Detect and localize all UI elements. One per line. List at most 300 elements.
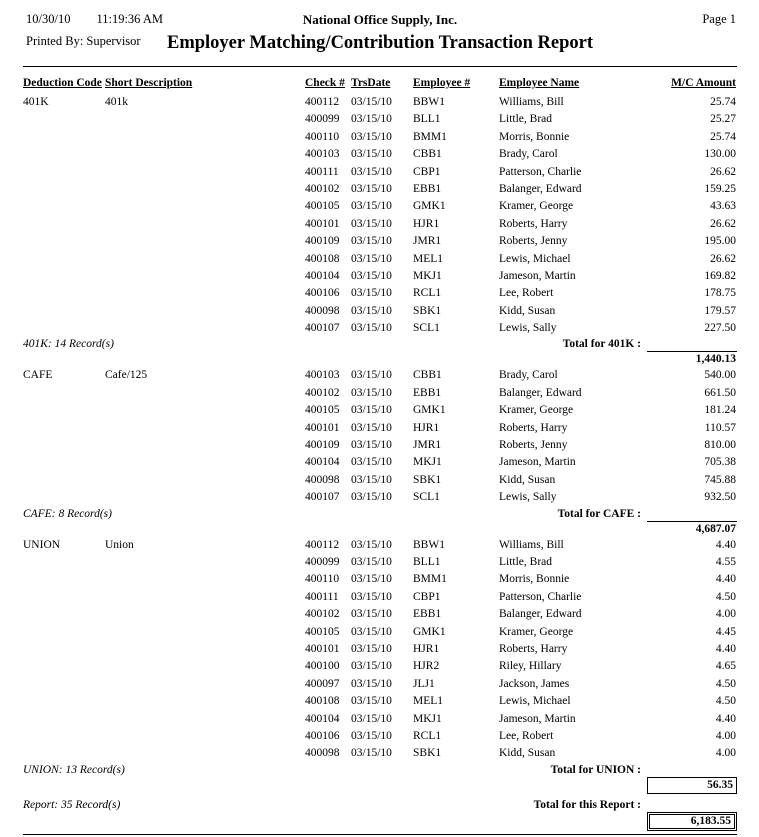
check-number-cell: 400108 — [305, 695, 340, 708]
mc-amount-cell: 25.74 — [710, 96, 736, 108]
check-number-cell: 400098 — [305, 304, 340, 317]
employee-name-cell: Lewis, Sally — [499, 491, 557, 504]
employee-name-cell: Roberts, Jenny — [499, 439, 568, 452]
check-number-cell: 400101 — [305, 217, 340, 230]
deduction-code-cell — [23, 216, 105, 233]
deduction-code-cell — [23, 303, 105, 320]
deduction-code-cell — [23, 728, 105, 745]
group-record-count: CAFE: 8 Record(s) — [23, 507, 112, 520]
table-row — [23, 251, 737, 268]
group-total-label: Total for UNION : — [550, 763, 641, 776]
mc-amount-cell: 178.75 — [704, 287, 736, 300]
check-number-cell: 400103 — [305, 148, 340, 161]
employee-number-cell: SBK1 — [413, 747, 442, 760]
mc-amount-cell: 179.57 — [704, 304, 736, 317]
short-description-cell: Union — [105, 538, 134, 551]
trs-date-cell: 03/15/10 — [351, 304, 392, 317]
trs-date-cell: 03/15/10 — [351, 538, 392, 551]
check-number-cell: 400109 — [305, 235, 340, 248]
deduction-code-cell — [23, 606, 105, 623]
employee-number-cell: BMM1 — [413, 573, 447, 586]
employee-number-cell: BLL1 — [413, 113, 441, 126]
check-number-cell: 400111 — [305, 590, 339, 603]
employee-name-cell: Balanger, Edward — [499, 386, 582, 399]
trs-date-cell: 03/15/10 — [351, 421, 392, 434]
trs-date-cell: 03/15/10 — [351, 555, 392, 568]
trs-date-cell: 03/15/10 — [351, 148, 392, 161]
table-row — [23, 385, 737, 402]
table-row — [23, 589, 737, 606]
short-description-cell — [105, 402, 305, 419]
table-row — [23, 745, 737, 762]
check-number-cell: 400099 — [305, 555, 340, 568]
deduction-code-cell — [23, 233, 105, 250]
mc-amount-cell: 4.00 — [715, 747, 736, 760]
trs-date-cell: 03/15/10 — [351, 113, 392, 126]
employee-number-cell: HJR2 — [413, 660, 440, 673]
mc-amount-cell: 661.50 — [704, 386, 736, 399]
deduction-code-cell — [23, 402, 105, 419]
short-description-cell — [105, 676, 305, 693]
check-number-cell: 400104 — [305, 712, 340, 725]
deduction-code-cell: UNION — [23, 538, 61, 551]
employee-name-cell: Kidd, Susan — [499, 473, 556, 486]
employee-number-cell: CBP1 — [413, 165, 441, 178]
table-row — [23, 489, 737, 506]
short-description-cell — [105, 624, 305, 641]
deduction-code-cell — [23, 164, 105, 181]
deduction-code-cell — [23, 489, 105, 506]
deduction-code-cell — [23, 146, 105, 163]
report-total-label: Total for this Report : — [533, 798, 641, 811]
short-description-cell — [105, 606, 305, 623]
employee-number-cell: JLJ1 — [413, 677, 435, 690]
check-number-cell: 400105 — [305, 200, 340, 213]
short-description-cell — [105, 554, 305, 571]
deduction-code-cell — [23, 571, 105, 588]
mc-amount-cell: 25.74 — [710, 130, 736, 143]
deduction-code-cell: 401K — [23, 96, 49, 108]
deduction-code-cell — [23, 472, 105, 489]
employee-name-cell: Patterson, Charlie — [499, 590, 582, 603]
check-number-cell: 400104 — [305, 269, 340, 282]
table-row — [23, 268, 737, 285]
deduction-code-cell — [23, 554, 105, 571]
column-header-label: Check # — [305, 77, 345, 89]
header-rule — [23, 66, 737, 67]
trs-date-cell: 03/15/10 — [351, 235, 392, 248]
mc-amount-cell: 4.50 — [715, 677, 736, 690]
column-header-label: Deduction Code — [23, 77, 102, 89]
mc-amount-cell: 227.50 — [704, 322, 736, 335]
mc-amount-cell: 26.62 — [710, 252, 736, 265]
employee-number-cell: MEL1 — [413, 695, 444, 708]
group-summary-row — [23, 763, 737, 794]
header-left — [26, 12, 163, 49]
employee-name-cell: Kramer, George — [499, 200, 574, 213]
table-row — [23, 94, 737, 111]
employee-name-cell: Brady, Carol — [499, 148, 558, 161]
deduction-code-cell — [23, 454, 105, 471]
short-description-cell — [105, 420, 305, 437]
mc-amount-cell: 26.62 — [710, 165, 736, 178]
deduction-code-cell — [23, 589, 105, 606]
trs-date-cell: 03/15/10 — [351, 456, 392, 469]
check-number-cell: 400110 — [305, 573, 340, 586]
deduction-code-cell — [23, 641, 105, 658]
short-description-cell — [105, 728, 305, 745]
table-row — [23, 554, 737, 571]
check-number-cell: 400101 — [305, 421, 340, 434]
mc-amount-cell: 4.55 — [715, 555, 736, 568]
employee-name-cell: Lee, Robert — [499, 287, 554, 300]
employee-name-cell: Jameson, Martin — [499, 269, 576, 282]
trs-date-cell: 03/15/10 — [351, 217, 392, 230]
trs-date-cell: 03/15/10 — [351, 130, 392, 143]
trs-date-cell: 03/15/10 — [351, 473, 392, 486]
employee-number-cell: SBK1 — [413, 473, 442, 486]
mc-amount-cell: 540.00 — [704, 369, 736, 382]
employee-number-cell: HJR1 — [413, 642, 440, 655]
employee-number-cell: RCL1 — [413, 729, 442, 742]
short-description-cell — [105, 472, 305, 489]
employee-name-cell: Little, Brad — [499, 555, 553, 568]
group-summary-row — [23, 507, 737, 536]
trs-date-cell: 03/15/10 — [351, 712, 392, 725]
employee-name-cell: Kidd, Susan — [499, 747, 556, 760]
trs-date-cell: 03/15/10 — [351, 287, 392, 300]
table-row — [23, 676, 737, 693]
print-time: 11:19:36 AM — [96, 12, 164, 26]
employee-name-cell: Lee, Robert — [499, 729, 554, 742]
table-row — [23, 571, 737, 588]
employee-number-cell: CBB1 — [413, 148, 442, 161]
employee-name-cell: Lewis, Michael — [499, 252, 571, 265]
deduction-code-cell — [23, 711, 105, 728]
mc-amount-cell: 810.00 — [704, 439, 736, 452]
employee-name-cell: Jackson, James — [499, 677, 570, 690]
employee-name-cell: Little, Brad — [499, 113, 553, 126]
trs-date-cell: 03/15/10 — [351, 491, 392, 504]
trs-date-cell: 03/15/10 — [351, 573, 392, 586]
trs-date-cell: 03/15/10 — [351, 590, 392, 603]
deduction-code-cell — [23, 437, 105, 454]
employee-name-cell: Roberts, Harry — [499, 217, 568, 230]
bottom-rule — [23, 834, 737, 835]
trs-date-cell: 03/15/10 — [351, 695, 392, 708]
header-center — [167, 12, 593, 54]
group-total-label: Total for 401K : — [562, 338, 641, 351]
group-summary-row — [23, 337, 737, 366]
table-row — [23, 728, 737, 745]
report-title: Employer Matching/Contribution Transaction Report — [166, 33, 594, 53]
table-row — [23, 641, 737, 658]
short-description-cell — [105, 658, 305, 675]
trs-date-cell: 03/15/10 — [351, 252, 392, 265]
mc-amount-cell: 4.40 — [715, 642, 736, 655]
deduction-code-cell — [23, 420, 105, 437]
trs-date-cell: 03/15/10 — [351, 269, 392, 282]
trs-date-cell: 03/15/10 — [351, 386, 392, 399]
deduction-code-cell — [23, 385, 105, 402]
employee-number-cell: GMK1 — [413, 200, 446, 213]
trs-date-cell: 03/15/10 — [351, 182, 392, 195]
employee-number-cell: JMR1 — [413, 439, 442, 452]
employee-name-cell: Jameson, Martin — [499, 456, 576, 469]
table-row — [23, 164, 737, 181]
trs-date-cell: 03/15/10 — [351, 200, 392, 213]
mc-amount-cell: 26.62 — [710, 217, 736, 230]
table-row — [23, 454, 737, 471]
employee-number-cell: MKJ1 — [413, 712, 442, 725]
mc-amount-cell: 4.40 — [715, 573, 736, 586]
employee-number-cell: SCL1 — [413, 322, 440, 335]
column-header-check-number — [305, 76, 351, 91]
table-row — [23, 711, 737, 728]
company-name: National Office Supply, Inc. — [302, 12, 458, 27]
employee-number-cell: HJR1 — [413, 217, 440, 230]
trs-date-cell: 03/15/10 — [351, 660, 392, 673]
employee-number-cell: RCL1 — [413, 287, 442, 300]
employee-name-cell: Patterson, Charlie — [499, 165, 582, 178]
employee-number-cell: GMK1 — [413, 625, 446, 638]
short-description-cell — [105, 198, 305, 215]
mc-amount-cell: 195.00 — [704, 235, 736, 248]
table-row — [23, 233, 737, 250]
employee-name-cell: Balanger, Edward — [499, 182, 582, 195]
mc-amount-cell: 43.63 — [710, 200, 736, 213]
table-row — [23, 402, 737, 419]
short-description-cell — [105, 385, 305, 402]
deduction-code-cell — [23, 268, 105, 285]
short-description-cell — [105, 251, 305, 268]
group-total-amount: 1,440.13 — [647, 351, 737, 366]
trs-date-cell: 03/15/10 — [351, 404, 392, 417]
short-description-cell — [105, 268, 305, 285]
page-number: Page 1 — [702, 12, 736, 26]
check-number-cell: 400102 — [305, 608, 340, 621]
column-header-employee-name — [499, 76, 647, 91]
check-number-cell: 400105 — [305, 625, 340, 638]
trs-date-cell: 03/15/10 — [351, 625, 392, 638]
short-description-cell — [105, 589, 305, 606]
check-number-cell: 400107 — [305, 322, 340, 335]
check-number-cell: 400106 — [305, 287, 340, 300]
employee-name-cell: Balanger, Edward — [499, 608, 582, 621]
deduction-code-cell — [23, 285, 105, 302]
table-row — [23, 472, 737, 489]
short-description-cell — [105, 233, 305, 250]
trs-date-cell: 03/15/10 — [351, 729, 392, 742]
employee-number-cell: MEL1 — [413, 252, 444, 265]
mc-amount-cell: 25.27 — [710, 113, 736, 126]
print-date: 10/30/10 — [26, 12, 71, 26]
check-number-cell: 400098 — [305, 473, 340, 486]
employee-number-cell: SBK1 — [413, 304, 442, 317]
trs-date-cell: 03/15/10 — [351, 165, 392, 178]
mc-amount-cell: 705.38 — [704, 456, 736, 469]
mc-amount-cell: 110.57 — [704, 421, 736, 434]
employee-number-cell: BBW1 — [413, 96, 445, 108]
check-number-cell: 400105 — [305, 404, 340, 417]
short-description-cell — [105, 693, 305, 710]
short-description-cell — [105, 571, 305, 588]
table-row — [23, 285, 737, 302]
table-row — [23, 693, 737, 710]
column-header-label: TrsDate — [351, 77, 391, 89]
table-row — [23, 146, 737, 163]
check-number-cell: 400103 — [305, 369, 340, 382]
short-description-cell — [105, 285, 305, 302]
mc-amount-cell: 4.00 — [715, 729, 736, 742]
group-record-count: UNION: 13 Record(s) — [23, 763, 125, 776]
employee-name-cell: Kramer, George — [499, 404, 574, 417]
mc-amount-cell: 4.40 — [715, 538, 736, 551]
employee-number-cell: BMM1 — [413, 130, 447, 143]
short-description-cell — [105, 303, 305, 320]
group-total-amount: 56.35 — [647, 777, 737, 794]
deduction-code-cell — [23, 693, 105, 710]
mc-amount-cell: 4.65 — [715, 660, 736, 673]
deduction-code-cell — [23, 181, 105, 198]
column-header-short-description — [105, 76, 305, 91]
employee-name-cell: Roberts, Jenny — [499, 235, 568, 248]
employee-number-cell: MKJ1 — [413, 456, 442, 469]
table-row — [23, 437, 737, 454]
trs-date-cell: 03/15/10 — [351, 369, 392, 382]
employee-name-cell: Lewis, Michael — [499, 695, 571, 708]
table-row — [23, 658, 737, 675]
employee-name-cell: Williams, Bill — [499, 96, 564, 108]
report-total-amount: 6,183.55 — [647, 812, 737, 831]
employee-number-cell: CBP1 — [413, 590, 441, 603]
report-header — [23, 8, 737, 66]
deduction-code-cell — [23, 624, 105, 641]
report-body — [23, 94, 737, 794]
short-description-cell — [105, 711, 305, 728]
check-number-cell: 400099 — [305, 113, 340, 126]
table-row — [23, 216, 737, 233]
employee-number-cell: HJR1 — [413, 421, 440, 434]
mc-amount-cell: 4.00 — [715, 608, 736, 621]
check-number-cell: 400101 — [305, 642, 340, 655]
short-description-cell: 401k — [105, 96, 128, 108]
check-number-cell: 400102 — [305, 182, 340, 195]
report-summary-row — [23, 798, 737, 831]
trs-date-cell: 03/15/10 — [351, 96, 392, 108]
check-number-cell: 400097 — [305, 677, 340, 690]
short-description-cell — [105, 641, 305, 658]
employee-number-cell: EBB1 — [413, 608, 442, 621]
column-header-employee-number — [413, 76, 499, 91]
check-number-cell: 400098 — [305, 747, 340, 760]
short-description-cell — [105, 146, 305, 163]
check-number-cell: 400109 — [305, 439, 340, 452]
mc-amount-cell: 169.82 — [704, 269, 736, 282]
check-number-cell: 400104 — [305, 456, 340, 469]
group-record-count: 401K: 14 Record(s) — [23, 338, 114, 351]
mc-amount-cell: 4.45 — [715, 625, 736, 638]
short-description-cell — [105, 111, 305, 128]
deduction-code-cell — [23, 676, 105, 693]
employee-name-cell: Lewis, Sally — [499, 322, 557, 335]
short-description-cell — [105, 454, 305, 471]
deduction-code-cell — [23, 111, 105, 128]
column-header-trs-date — [351, 76, 413, 91]
check-number-cell: 400112 — [305, 96, 340, 108]
check-number-cell: 400107 — [305, 491, 340, 504]
trs-date-cell: 03/15/10 — [351, 747, 392, 760]
short-description-cell — [105, 216, 305, 233]
table-row — [23, 367, 737, 384]
employee-number-cell: SCL1 — [413, 491, 440, 504]
employee-name-cell: Morris, Bonnie — [499, 130, 570, 143]
employee-name-cell: Jameson, Martin — [499, 712, 576, 725]
column-header-mc-amount — [647, 76, 737, 91]
table-row — [23, 624, 737, 641]
trs-date-cell: 03/15/10 — [351, 642, 392, 655]
mc-amount-cell: 130.00 — [704, 148, 736, 161]
print-datetime — [26, 12, 163, 27]
deduction-code-cell — [23, 198, 105, 215]
mc-amount-cell: 159.25 — [704, 182, 736, 195]
employee-number-cell: MKJ1 — [413, 269, 442, 282]
group-total-label: Total for CAFE : — [557, 507, 641, 520]
deduction-code-cell — [23, 129, 105, 146]
check-number-cell: 400112 — [305, 538, 340, 551]
employee-number-cell: BLL1 — [413, 555, 441, 568]
short-description-cell — [105, 745, 305, 762]
printed-by: Printed By: Supervisor — [26, 34, 141, 48]
employee-name-cell: Williams, Bill — [499, 538, 564, 551]
employee-name-cell: Kramer, George — [499, 625, 574, 638]
trs-date-cell: 03/15/10 — [351, 608, 392, 621]
deduction-code-cell — [23, 658, 105, 675]
table-row — [23, 303, 737, 320]
short-description-cell — [105, 437, 305, 454]
trs-date-cell: 03/15/10 — [351, 322, 392, 335]
employee-number-cell: CBB1 — [413, 369, 442, 382]
deduction-code-cell — [23, 320, 105, 337]
check-number-cell: 400110 — [305, 130, 340, 143]
table-row — [23, 111, 737, 128]
table-row — [23, 606, 737, 623]
table-row — [23, 198, 737, 215]
check-number-cell: 400102 — [305, 386, 340, 399]
column-header-row — [23, 76, 737, 91]
employee-number-cell: EBB1 — [413, 386, 442, 399]
table-row — [23, 537, 737, 554]
mc-amount-cell: 745.88 — [704, 473, 736, 486]
short-description-cell — [105, 320, 305, 337]
short-description-cell — [105, 129, 305, 146]
mc-amount-cell: 181.24 — [704, 404, 736, 417]
employee-name-cell: Morris, Bonnie — [499, 573, 570, 586]
check-number-cell: 400106 — [305, 729, 340, 742]
column-header-label: Employee Name — [499, 77, 580, 89]
table-row — [23, 320, 737, 337]
employee-number-cell: JMR1 — [413, 235, 442, 248]
table-row — [23, 420, 737, 437]
group-total-amount: 4,687.07 — [647, 521, 737, 536]
column-header-label: Employee # — [413, 77, 471, 89]
mc-amount-cell: 932.50 — [704, 491, 736, 504]
deduction-code-cell — [23, 745, 105, 762]
deduction-code-cell — [23, 251, 105, 268]
employee-name-cell: Roberts, Harry — [499, 642, 568, 655]
check-number-cell: 400100 — [305, 660, 340, 673]
short-description-cell: Cafe/125 — [105, 369, 148, 382]
